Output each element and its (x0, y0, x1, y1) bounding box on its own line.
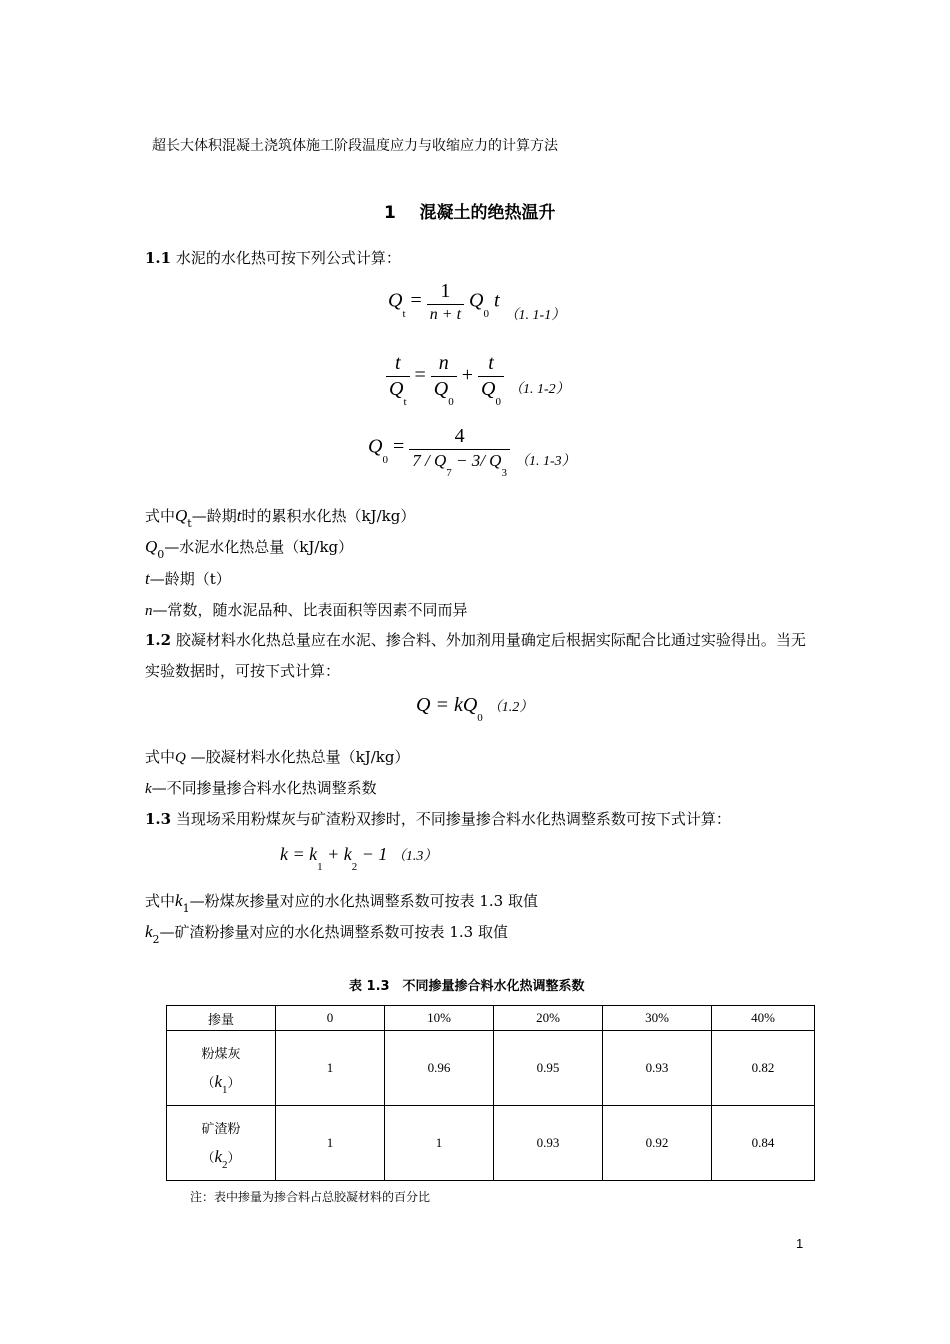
equation-number: （1. 1-1） (504, 307, 566, 323)
equation-1-1-1: $Q_t$ = $\frac{1}{n + t}$ $Q_0$ t $_{(1. 1-1)}$ (388, 280, 566, 323)
table-header-cell: 10% (385, 1006, 494, 1031)
definition-line: $k_2—$矿渣粉掺量对应的水化热调整系数可按表 1.3 取值 (145, 922, 508, 946)
fraction: $\frac{1}{n + t}$ (427, 280, 464, 324)
equation-number: （1. 1-2） (508, 382, 570, 398)
definition-line: n—常数，随水泥品种、比表面积等因素不同而异 (145, 601, 468, 619)
table-note: 注：表中掺量为掺合料占总胶凝材料的百分比 (190, 1190, 431, 1204)
table-header-cell: 掺量 (167, 1006, 276, 1031)
clause-text: 胶凝材料水化热总量应在水泥、掺合料、外加剂用量确定后根据实际配合比通过实验得出。当无实验数据时，可按下式计算： (145, 631, 806, 680)
section-heading (384, 198, 556, 223)
table-cell: 0.95 (494, 1031, 603, 1106)
definition-line: 式中Q —胶凝材料水化热总量（kJ/kg） (145, 748, 410, 766)
table-header-row (167, 1006, 815, 1031)
table-cell: 0.96 (385, 1031, 494, 1106)
paragraph-1-1 (145, 247, 401, 268)
section-title-text: 混凝土的绝热温升 (419, 203, 556, 223)
equation-1-3: $k = k_1 + k_2 - 1$ （1.3） (280, 844, 438, 873)
equation-number: （1. 1-3） (514, 453, 576, 469)
definition-line: k—不同掺量掺合料水化热调整系数 (145, 779, 377, 797)
table-cell: 0.93 (494, 1106, 603, 1181)
table-cell: 1 (276, 1031, 385, 1106)
table-cell: 1 (385, 1106, 494, 1181)
table-caption: 表 1.3 不同掺量掺合料水化热调整系数 (349, 979, 585, 994)
table-row (167, 1106, 815, 1181)
equation-1-1-3: $Q_0$ = $\frac{4}{7 / Q_7 - 3/ Q_3}$ $_{(1. 1-3)}$ (368, 425, 576, 479)
equation-number: （1.3） (391, 849, 438, 864)
equation-1-2: $Q = kQ_0$ （1.2） (416, 694, 534, 724)
table-header-cell: 20% (494, 1006, 603, 1031)
page-number: 1 (796, 1236, 804, 1251)
document-title: 超长大体积混凝土浇筑体施工阶段温度应力与收缩应力的计算方法 (152, 138, 558, 154)
table-cell: 0.84 (712, 1106, 815, 1181)
table-header-cell: 0 (276, 1006, 385, 1031)
row-label-cell: 矿渣粉 $(k_2)$ (167, 1106, 276, 1181)
row-label-cell: 粉煤灰 $(k_1)$ (167, 1031, 276, 1106)
table-cell: 1 (276, 1106, 385, 1181)
table-header-cell: 30% (603, 1006, 712, 1031)
table-cell: 0.82 (712, 1031, 815, 1106)
table-cell: 0.92 (603, 1106, 712, 1181)
coefficient-table (166, 1005, 815, 1181)
clause-number: 1.3 (145, 810, 172, 828)
definition-line: $Q_0—$水泥水化热总量（kJ/kg） (145, 537, 354, 561)
paragraph-1-2 (145, 625, 815, 687)
paragraph-1-3 (145, 808, 731, 829)
table-row (167, 1031, 815, 1106)
table-header-cell: 40% (712, 1006, 815, 1031)
definition-line: t—龄期（t） (145, 569, 231, 588)
equation-number: （1.2） (487, 700, 534, 715)
section-number: 1 (384, 203, 396, 223)
clause-number: 1.2 (145, 631, 172, 649)
table-cell: 0.93 (603, 1031, 712, 1106)
definition-line: 式中$Q_t—$龄期t时的累积水化热（kJ/kg） (145, 506, 416, 530)
definition-line: 式中$k_1—$粉煤灰掺量对应的水化热调整系数可按表 1.3 取值 (145, 891, 538, 915)
equation-1-1-2: $\frac{t}{Q_t}$ = $\frac{n}{Q_0}$ + $\frac{t}{Q_0}$ $_{(1. 1-2)}$ (386, 352, 570, 401)
clause-number: 1.1 (145, 249, 172, 267)
clause-text: 水泥的水化热可按下列公式计算： (175, 249, 401, 267)
clause-text: 当现场采用粉煤灰与矿渣粉双掺时，不同掺量掺合料水化热调整系数可按下式计算： (175, 810, 731, 828)
